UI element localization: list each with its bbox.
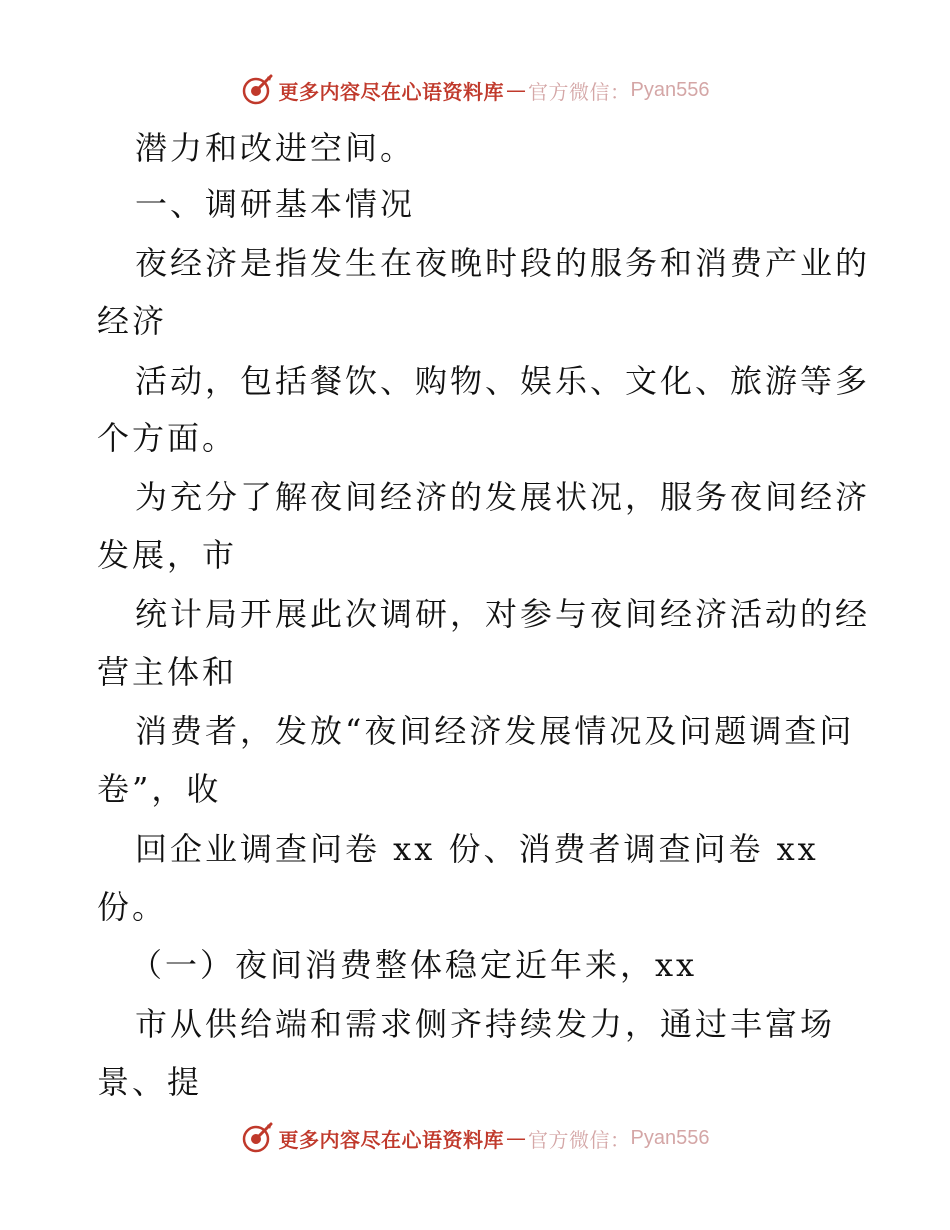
paragraph-line: 个方面。 <box>97 419 238 457</box>
logo-pen-icon <box>241 1121 275 1155</box>
header-watermark <box>0 70 950 110</box>
subsection-heading: （一）夜间消费整体稳定近年来，xx <box>130 946 698 984</box>
paragraph-line: 发展，市 <box>97 536 238 574</box>
paragraph-line: 营主体和 <box>97 653 238 691</box>
watermark-label: 官方微信： <box>528 1127 631 1152</box>
paragraph-line: 统计局开展此次调研，对参与夜间经济活动的经 <box>135 595 871 633</box>
paragraph-line: 回企业调查问卷 xx 份、消费者调查问卷 xx <box>135 830 819 868</box>
footer-watermark <box>0 1118 950 1158</box>
paragraph-line: 为充分了解夜间经济的发展状况，服务夜间经济 <box>135 478 871 516</box>
watermark-wechat-id: Pyan556 <box>630 1126 710 1149</box>
paragraph-line: 潜力和改进空间。 <box>135 129 416 167</box>
paragraph-line: 份。 <box>97 888 168 926</box>
paragraph-line: 市从供给端和需求侧齐持续发力，通过丰富场 <box>135 1005 836 1043</box>
paragraph-line: 经济 <box>97 302 168 340</box>
watermark-label: 官方微信： <box>528 79 631 104</box>
paragraph-line: 景、提 <box>97 1063 203 1101</box>
watermark-wechat-id: Pyan556 <box>630 78 710 101</box>
paragraph-line: 消费者，发放“夜间经济发展情况及问题调查问 <box>135 712 855 750</box>
paragraph-line: 卷”，收 <box>97 770 222 808</box>
paragraph-line: 活动，包括餐饮、购物、娱乐、文化、旅游等多 <box>135 362 871 400</box>
watermark-separator: — <box>506 78 527 102</box>
watermark-text: 更多内容尽在心语资料库 <box>278 1127 505 1152</box>
logo-pen-icon <box>241 73 275 107</box>
watermark-separator: — <box>506 1126 527 1150</box>
paragraph-line: 夜经济是指发生在夜晚时段的服务和消费产业的 <box>135 244 871 282</box>
section-heading: 一、调研基本情况 <box>135 185 416 223</box>
watermark-text: 更多内容尽在心语资料库 <box>278 79 505 104</box>
